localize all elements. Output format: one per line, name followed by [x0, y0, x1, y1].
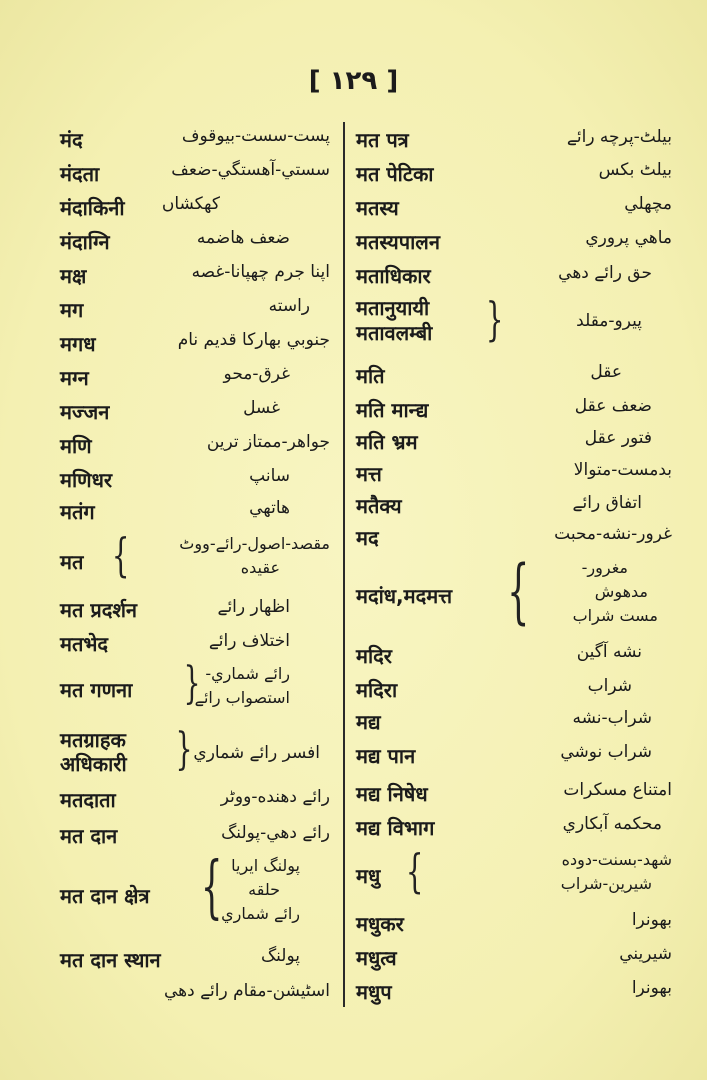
- hindi-headword: मंदाकिनी: [60, 196, 125, 220]
- hindi-headword: मत दान: [60, 824, 118, 848]
- urdu-meaning: سانپ: [249, 466, 290, 486]
- hindi-headword: मधुप: [356, 980, 392, 1004]
- urdu-meaning: امتناع مسكرات: [563, 780, 672, 800]
- urdu-meaning: راسته: [268, 296, 310, 316]
- entry: [356, 362, 672, 396]
- hindi-headword: मगध: [60, 332, 96, 356]
- brace: {: [507, 550, 530, 632]
- urdu-meaning: اتفاق رائے: [572, 493, 642, 513]
- entry: [356, 428, 672, 462]
- entry: [60, 466, 330, 500]
- entry: [356, 910, 672, 944]
- entry: [356, 844, 672, 902]
- urdu-meaning: ضعف هاضمه: [196, 228, 290, 248]
- urdu-meaning: اختلاف رائے: [208, 631, 290, 651]
- entry: [356, 708, 672, 742]
- hindi-headword: मज्जन: [60, 400, 110, 424]
- entry: [356, 396, 672, 430]
- entry: [356, 742, 672, 776]
- brace: }: [485, 292, 504, 346]
- hindi-headword: मंदाग्नि: [60, 230, 110, 254]
- entry: [356, 676, 672, 710]
- hindi-headword: मतस्यपालन: [356, 230, 440, 254]
- entry: [356, 228, 672, 262]
- entry: [356, 814, 672, 848]
- hindi-headword: मत गणना: [60, 678, 133, 702]
- page-number: [ ۱۲۹ ]: [308, 66, 399, 96]
- hindi-headword: मदांध,मदमत्त: [356, 584, 453, 608]
- hindi-headword: मति भ्रम: [356, 430, 418, 454]
- hindi-headword: मति मान्द्य: [356, 398, 429, 422]
- hindi-headword: मदिर: [356, 644, 392, 668]
- hindi-headword: मक्ष: [60, 264, 87, 288]
- urdu-meaning: غرور-نشه-محبت: [554, 524, 672, 544]
- urdu-meaning: هاتهي: [249, 498, 290, 518]
- entry: [60, 528, 330, 588]
- entry: [60, 822, 330, 856]
- hindi-headword: मद्य पान: [356, 744, 416, 768]
- entry: [356, 126, 672, 160]
- hindi-headword: मतस्य: [356, 196, 399, 220]
- hindi-headword: मत पेटिका: [356, 162, 434, 186]
- urdu-meaning: ضعف عقل: [574, 396, 652, 416]
- entry: [60, 126, 330, 160]
- entry: [60, 296, 330, 330]
- urdu-meaning: پست-سست-بيوقوف: [181, 126, 330, 146]
- urdu-meaning: اپنا جرم چهپانا-غصه: [191, 262, 330, 282]
- hindi-headword: मद्य निषेध: [356, 782, 428, 806]
- hindi-headword: मंदता: [60, 162, 100, 186]
- hindi-headword: मणि: [60, 434, 92, 458]
- urdu-meaning: اسٹيشن-مقام رائے دهي: [163, 981, 330, 1001]
- hindi-headword: मग्न: [60, 366, 89, 390]
- urdu-meaning: مغرور- مدهوش مست شراب: [572, 558, 658, 625]
- hindi-headword: मतानुयायी मतावलम्बी: [356, 296, 433, 345]
- hindi-headword: मद्य विभाग: [356, 816, 435, 840]
- hindi-headword: मताधिकार: [356, 264, 431, 288]
- hindi-headword: मणिधर: [60, 468, 113, 492]
- hindi-headword: मत दान क्षेत्र: [60, 884, 150, 908]
- hindi-headword: मग: [60, 298, 84, 322]
- urdu-meaning: بيلٹ بكس: [598, 160, 672, 180]
- entry: [356, 780, 672, 814]
- urdu-meaning: مقصد-اصول-رائے-ووٹ عقيده: [179, 534, 330, 577]
- brace: }: [175, 724, 193, 775]
- urdu-meaning: غرق-محو: [223, 364, 290, 384]
- entry: [60, 432, 330, 466]
- urdu-meaning: بهونرا: [631, 910, 672, 930]
- urdu-meaning: بهونرا: [631, 978, 672, 998]
- urdu-meaning: شراب نوشي: [560, 742, 652, 762]
- entry: [60, 398, 330, 432]
- hindi-headword: मधुकर: [356, 912, 404, 936]
- urdu-meaning: غسل: [243, 398, 280, 418]
- entry: [60, 160, 330, 194]
- brace: {: [111, 528, 130, 582]
- hindi-headword: मत दान स्थान: [60, 948, 161, 972]
- urdu-meaning: حق رائے دهي: [558, 263, 652, 283]
- entry: [356, 642, 672, 676]
- brace: {: [200, 848, 223, 927]
- urdu-meaning: شهد-بسنت-دوده شيرين-شراب: [560, 850, 672, 893]
- entry: [60, 786, 330, 820]
- urdu-meaning: كهكشاں: [161, 194, 220, 214]
- entry: [356, 460, 672, 494]
- urdu-meaning: جنوبي بهاركا قديم نام: [177, 330, 330, 350]
- urdu-meaning: محكمه آبكاري: [562, 814, 662, 834]
- brace: }: [183, 658, 201, 709]
- urdu-meaning: شراب: [587, 676, 632, 696]
- hindi-headword: मत: [60, 550, 84, 574]
- hindi-headword: मदिरा: [356, 678, 398, 702]
- urdu-meaning: ماهي پروري: [585, 228, 672, 248]
- hindi-headword: मतदाता: [60, 788, 116, 812]
- hindi-headword: मतंग: [60, 500, 95, 524]
- brace: {: [405, 844, 424, 898]
- urdu-meaning: رائے دهنده-ووٹر: [220, 787, 330, 807]
- entry: [356, 292, 672, 350]
- hindi-headword: मधु: [356, 864, 381, 888]
- entry: [356, 550, 672, 634]
- urdu-meaning: پيرو-مقلد: [576, 311, 642, 331]
- urdu-meaning: شراب-نشه: [572, 708, 652, 728]
- hindi-headword: मत्त: [356, 462, 382, 486]
- urdu-meaning: فتور عقل: [584, 428, 652, 448]
- entry: [356, 194, 672, 228]
- hindi-headword: मतग्राहक अधिकारी: [60, 728, 127, 776]
- hindi-headword: मतभेद: [60, 632, 109, 656]
- entry: [60, 262, 330, 296]
- urdu-meaning: نشه آگين: [576, 642, 642, 662]
- urdu-meaning: رائے دهي-پولنگ: [221, 823, 330, 843]
- hindi-headword: मंद: [60, 128, 83, 152]
- entry: [60, 364, 330, 398]
- entry: [60, 848, 330, 932]
- urdu-meaning: جواهر-ممتاز ترين: [206, 432, 330, 452]
- urdu-meaning: مچهلي: [624, 194, 672, 214]
- entry: [356, 978, 672, 1012]
- entry: [356, 262, 672, 296]
- urdu-meaning: افسر رائے شماري: [193, 743, 320, 763]
- entry: [60, 946, 330, 980]
- entry: [60, 724, 330, 780]
- entry: [60, 596, 330, 630]
- entry: [356, 492, 672, 526]
- entry: [60, 980, 330, 1014]
- entry: [60, 228, 330, 262]
- urdu-meaning: عقل: [590, 362, 622, 382]
- hindi-headword: मद्य: [356, 710, 381, 734]
- entry: [60, 498, 330, 532]
- urdu-meaning: پولنگ ايريا حلقه رائے شماري: [221, 856, 300, 923]
- column-divider: [343, 122, 345, 1007]
- entry: [60, 330, 330, 364]
- entry: [60, 194, 330, 228]
- urdu-meaning: بيلٹ-پرچه رائے: [566, 127, 672, 147]
- hindi-headword: मत प्रदर्शन: [60, 598, 138, 622]
- hindi-headword: मतैक्य: [356, 494, 402, 518]
- urdu-meaning: پولنگ: [260, 946, 300, 966]
- urdu-meaning: اظهار رائے: [217, 597, 290, 617]
- hindi-headword: मधुत्व: [356, 946, 397, 970]
- entry: [356, 160, 672, 194]
- urdu-meaning: بدمست-متوالا: [573, 460, 672, 480]
- entry: [356, 944, 672, 978]
- hindi-headword: मद: [356, 526, 379, 550]
- entry: [60, 658, 330, 714]
- hindi-headword: मति: [356, 364, 385, 388]
- urdu-meaning: سستي-آهستگي-ضعف: [171, 160, 330, 180]
- urdu-meaning: شيريني: [619, 944, 672, 964]
- hindi-headword: मत पत्र: [356, 128, 409, 152]
- urdu-meaning: رائے شماري- استصواب رائے: [194, 664, 290, 707]
